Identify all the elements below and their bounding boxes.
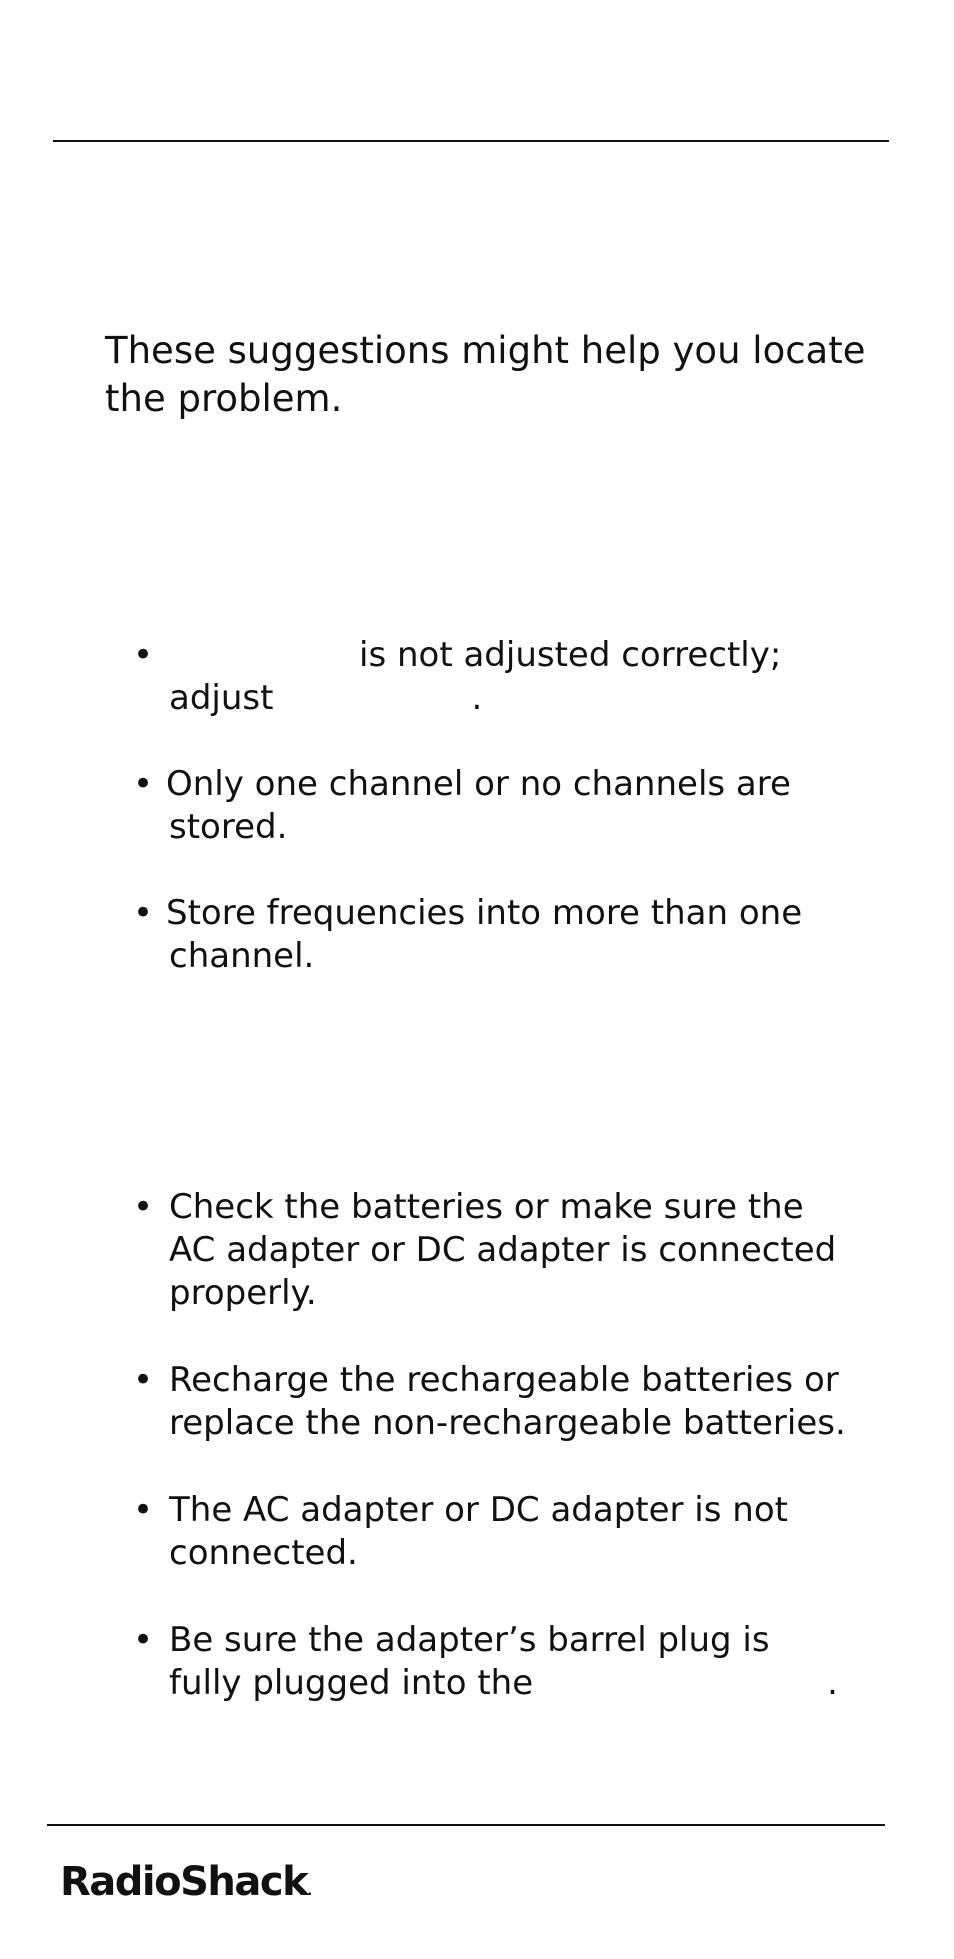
list-item-line: . — [827, 1663, 838, 1703]
brand-mark: . — [307, 1884, 313, 1899]
bullet: • — [133, 1620, 154, 1660]
intro-line: These suggestions might help you locate — [105, 329, 866, 372]
intro-line: the problem. — [105, 377, 343, 420]
list-item-line: Only one channel or no channels are — [166, 764, 791, 804]
list-item-line: stored. — [169, 807, 288, 847]
brand-name: RadioShack — [60, 1859, 308, 1905]
bottom-divider — [47, 1824, 885, 1826]
bullet: • — [133, 1360, 154, 1400]
list-item-line: fully plugged into the — [169, 1663, 534, 1703]
bullet: • — [133, 1187, 154, 1227]
list-item — [133, 634, 913, 720]
bullet: • — [133, 1490, 154, 1530]
list-item — [133, 763, 913, 849]
bullet: • — [133, 635, 154, 675]
list-item-line: The AC adapter or DC adapter is not — [169, 1490, 788, 1530]
list-item-line: is not adjusted correctly; — [359, 635, 782, 675]
list-item-line: channel. — [169, 936, 315, 976]
list-item-line: Check the batteries or make sure the — [169, 1187, 804, 1227]
list-item — [133, 1489, 913, 1575]
list-item — [133, 1186, 913, 1315]
list-item-line: properly. — [169, 1273, 317, 1313]
list-item — [133, 1359, 913, 1445]
list-item — [133, 892, 913, 978]
list-item-line: AC adapter or DC adapter is connected — [169, 1230, 837, 1270]
list-item-line: connected. — [169, 1533, 358, 1573]
list-item-line: Recharge the rechargeable batteries or — [169, 1360, 839, 1400]
list-item-line: replace the non-rechargeable batteries. — [169, 1403, 846, 1443]
list-item — [133, 1619, 913, 1705]
list-item-line: Store frequencies into more than one — [166, 893, 803, 933]
top-divider — [53, 140, 889, 142]
bullet: • — [133, 764, 154, 804]
intro-text — [105, 327, 905, 423]
list-item-line: Be sure the adapter’s barrel plug is — [169, 1620, 770, 1660]
list-item-line: . — [471, 678, 483, 718]
bullet: • — [133, 893, 154, 933]
radioshack-logo — [60, 1858, 312, 1916]
list-item-line: adjust — [169, 678, 274, 718]
